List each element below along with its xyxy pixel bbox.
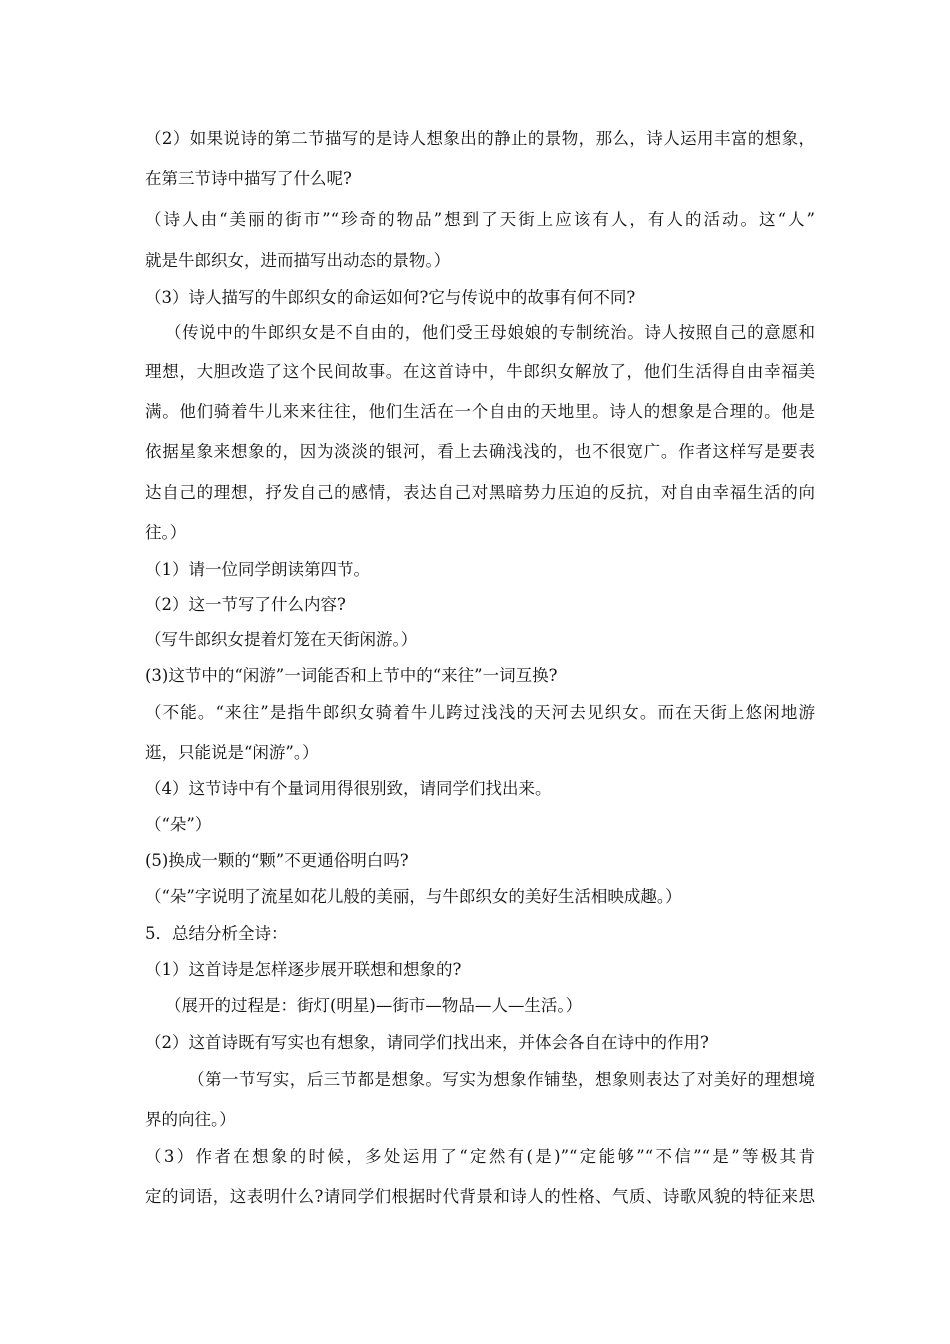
text-line: （2）这一节写了什么内容? [145, 595, 346, 614]
text-line: （2）这首诗既有写实也有想象，请同学们找出来，并体会各自在诗中的作用? [145, 1033, 709, 1052]
text-line: （诗人由“美丽的街市”“珍奇的物品”想到了天街上应该有人，有人的活动。这“人” [145, 210, 815, 229]
text-line: （3）作者在想象的时候，多处运用了“定然有(是)”“定能够”“不信”“是”等极其肯 [145, 1147, 815, 1166]
text-line: 满。他们骑着牛儿来来往往，他们生活在一个自由的天地里。诗人的想象是合理的。他是 [145, 402, 815, 421]
text-line: （“朵”） [145, 815, 212, 834]
text-line: 依据星象来想象的，因为淡淡的银河，看上去确浅浅的，也不很宽广。作者这样写是要表 [145, 442, 815, 461]
text-line: (5)换成一颗的“颗”不更通俗明白吗? [145, 851, 409, 870]
text-line: （2）如果说诗的第二节描写的是诗人想象出的静止的景物，那么，诗人运用丰富的想象， [145, 129, 815, 148]
text-line: （4）这节诗中有个量词用得很别致，请同学们找出来。 [145, 779, 552, 798]
text-line: 定的词语，这表明什么?请同学们根据时代背景和诗人的性格、气质、诗歌风貌的特征来思 [145, 1187, 815, 1206]
text-line: 界的向往。） [145, 1110, 236, 1129]
text-line: （1）这首诗是怎样逐步展开联想和想象的? [145, 960, 462, 979]
text-line: （不能。“来往”是指牛郎织女骑着牛儿跨过浅浅的天河去见织女。而在天街上悠闲地游 [145, 703, 815, 722]
text-line: 逛，只能说是“闲游”。） [145, 743, 319, 762]
text-line: （写牛郎织女提着灯笼在天街闲游。） [145, 630, 418, 649]
text-line: 在第三节诗中描写了什么呢? [145, 169, 352, 188]
text-line: （3）诗人描写的牛郎织女的命运如何?它与传说中的故事有何不同? [145, 288, 636, 307]
section-heading: 5．总结分析全诗： [145, 924, 288, 943]
text-line: 就是牛郎织女，进而描写出动态的景物。） [145, 251, 451, 270]
text-line: （“朵”字说明了流星如花儿般的美丽，与牛郎织女的美好生活相映成趣。） [145, 887, 682, 906]
text-line: (3)这节中的“闲游”一词能否和上节中的“来往”一词互换? [145, 666, 558, 685]
text-line: （1）请一位同学朗读第四节。 [145, 560, 370, 579]
text-line: 理想，大胆改造了这个民间故事。在这首诗中，牛郎织女解放了，他们生活得自由幸福美 [145, 362, 815, 381]
text-line: （第一节写实，后三节都是想象。写实为想象作铺垫，想象则表达了对美好的理想境 [188, 1070, 815, 1089]
text-line: 往。） [145, 523, 187, 542]
text-line: （展开的过程是：街灯(明星)—街市—物品—人—生活。） [165, 996, 583, 1015]
text-line: 达自己的理想，抒发自己的感情，表达自己对黑暗势力压迫的反抗，对自由幸福生活的向 [145, 483, 815, 502]
text-line: （传说中的牛郎织女是不自由的，他们受王母娘娘的专制统治。诗人按照自己的意愿和 [165, 323, 815, 342]
